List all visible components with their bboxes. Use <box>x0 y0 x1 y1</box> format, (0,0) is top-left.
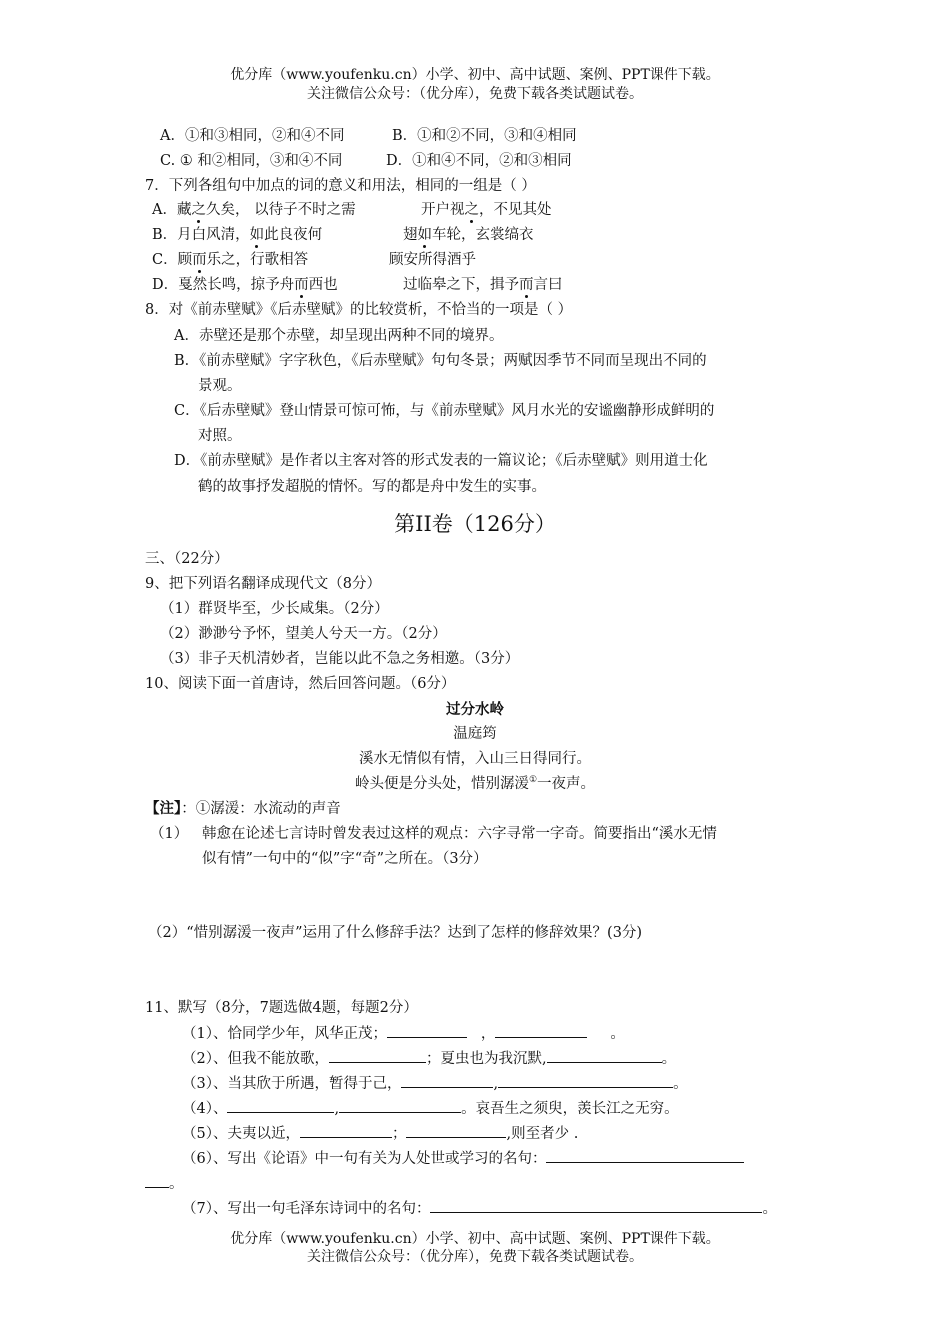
q10-sub2: （2）“惜别潺湲一夜声”运用了什么修辞手法？达到了怎样的修辞效果？(3分) <box>148 925 643 941</box>
answer-blank[interactable] <box>227 1098 334 1113</box>
poem-line-2: 岭头便是分头处，惜别潺湲①一夜声。 <box>354 775 596 792</box>
q8-option-c: C．《后赤壁赋》登山情景可惊可怖，与《前赤壁赋》风月水光的安谧幽静形成鲜明的 <box>174 403 715 419</box>
poem-note: 【注】：①潺湲：水流动的声音 <box>145 800 341 817</box>
q9-stem: 9、把下列语名翻译成现代文（8分） <box>145 576 381 592</box>
footnote-marker: ① <box>528 775 538 785</box>
q6-option-a: A．①和③相同，②和④不同 <box>160 128 345 144</box>
footer-line-2: 关注微信公众号：（优分库），免费下载各类试题试卷。 <box>307 1249 643 1265</box>
q8-option-d: D．《前赤壁赋》是作者以主客对答的形式发表的一篇议论；《后赤壁赋》则用道士化 <box>174 453 708 469</box>
dotted-word: 如 <box>417 227 432 243</box>
q11-item-2: （2）、但我不能放歌， ；夏虫也为我沉默, 。 <box>182 1048 676 1069</box>
q10-sub1-number: （1） <box>150 826 189 842</box>
section-title: 第II卷（126分） <box>394 512 556 536</box>
answer-blank[interactable] <box>406 1123 506 1138</box>
answer-blank[interactable] <box>547 1048 662 1063</box>
q8-option-b-cont: 景观。 <box>198 378 242 394</box>
footer-line-1: 优分库（www.youfenku.cn）小学、初中、高中试题、案例、PPT课件下载。 <box>230 1231 720 1247</box>
answer-blank[interactable] <box>495 1023 587 1038</box>
answer-blank[interactable] <box>339 1098 461 1113</box>
q9-sentence-3: （3）非子天机清妙者，岂能以此不急之务相邀。（3分） <box>160 651 520 667</box>
q7-option-c-second: 顾安所得酒乎 <box>389 252 476 268</box>
q6-option-c: C. ① 和②相同，③和④不同 <box>160 153 343 169</box>
dotted-word: 而 <box>192 252 207 268</box>
answer-blank[interactable] <box>498 1073 673 1088</box>
q11-item-7: （7）、写出一句毛泽东诗词中的名句： 。 <box>182 1198 777 1219</box>
answer-blank[interactable] <box>145 1173 169 1188</box>
option-label: C． <box>152 252 178 268</box>
q7-option-b: B．月白风清，如此良夜何 <box>152 227 323 243</box>
answer-blank[interactable] <box>546 1148 744 1163</box>
q11-item-3: （3）、当其欣于所遇，暂得于己， , 。 <box>182 1073 688 1094</box>
q7-option-a-second: 开户视之，不见其处 <box>421 202 552 218</box>
q11-item-5: （5）、夫夷以近， ； ,则至者少 . <box>182 1123 578 1144</box>
q7-stem: 7．下列各组句中加点的词的意义和用法，相同的一组是（ ） <box>145 178 536 194</box>
option-label: A． <box>152 202 177 218</box>
q7-option-d: D．戛然长鸣，掠予舟而西也 <box>152 277 338 293</box>
q11-item-6-cont: 。 <box>145 1173 184 1194</box>
poem-line-1: 溪水无情似有情，入山三日得同行。 <box>359 751 591 767</box>
q11-item-6: （6）、写出《论语》中一句有关为人处世或学习的名句： <box>182 1148 744 1169</box>
answer-blank[interactable] <box>401 1073 493 1088</box>
header-line-2: 关注微信公众号：（优分库），免费下载各类试题试卷。 <box>307 86 643 102</box>
answer-blank[interactable] <box>387 1023 467 1038</box>
q6-option-d: D．①和④不同，②和③相同 <box>386 153 572 169</box>
q6-option-b: B．①和②不同，③和④相同 <box>392 128 577 144</box>
answer-blank[interactable] <box>430 1198 762 1213</box>
q11-item-4: （4）、 , 。哀吾生之须臾，羡长江之无穷。 <box>182 1098 679 1119</box>
dotted-word: 之 <box>464 202 479 218</box>
q8-option-d-cont: 鹤的故事抒发超脱的情怀。写的都是舟中发生的实事。 <box>198 479 546 495</box>
q11-item-1: （1）、恰同学少年，风华正茂； ， 。 <box>182 1023 625 1044</box>
header-line-1: 优分库（www.youfenku.cn）小学、初中、高中试题、案例、PPT课件下载。 <box>230 67 720 83</box>
q8-option-c-cont: 对照。 <box>198 428 242 444</box>
q9-sentence-1: （1）群贤毕至，少长咸集。（2分） <box>160 601 389 617</box>
q10-stem: 10、阅读下面一首唐诗，然后回答问题。（6分） <box>145 676 456 692</box>
dotted-word: 而 <box>294 277 309 293</box>
q11-stem: 11、默写（8分，7题选做4题，每题2分） <box>145 1000 418 1016</box>
q7-option-b-second: 翅如车轮，玄裳缟衣 <box>403 227 534 243</box>
note-label: 【注】 <box>145 800 182 817</box>
option-label: B． <box>152 227 178 243</box>
part-three-heading: 三、（22分） <box>145 551 229 567</box>
q8-stem: 8．对《前赤壁赋》《后赤壁赋》的比较赏析，不恰当的一项是（ ） <box>145 302 573 318</box>
dotted-word: 而 <box>519 277 534 293</box>
q7-option-c: C．顾而乐之，行歌相答 <box>152 252 309 268</box>
dotted-word: 之 <box>191 202 206 218</box>
answer-blank[interactable] <box>329 1048 426 1063</box>
poem-author: 温庭筠 <box>453 726 497 742</box>
dotted-word: 如 <box>249 227 265 243</box>
q8-option-b: B．《前赤壁赋》字字秋色，《后赤壁赋》句句冬景；两赋因季节不同而呈现出不同的 <box>174 353 707 369</box>
q7-option-a: A．藏之久矣， 以待子不时之需 <box>152 202 356 218</box>
answer-blank[interactable] <box>300 1123 392 1138</box>
q10-sub1-line-2: 似有情”一句中的“似”字“奇”之所在。（3分） <box>202 851 488 867</box>
option-label: D． <box>152 277 179 293</box>
q8-option-a: A．赤壁还是那个赤壁，却呈现出两种不同的境界。 <box>174 328 504 344</box>
q10-sub1-line-1: 韩愈在论述七言诗时曾发表过这样的观点：六字寻常一字奇。简要指出“溪水无情 <box>202 826 717 842</box>
poem-title: 过分水岭 <box>446 702 504 718</box>
q9-sentence-2: （2）渺渺兮予怀，望美人兮天一方。（2分） <box>160 626 447 642</box>
q7-option-d-second: 过临皋之下，揖予而言曰 <box>403 277 563 293</box>
